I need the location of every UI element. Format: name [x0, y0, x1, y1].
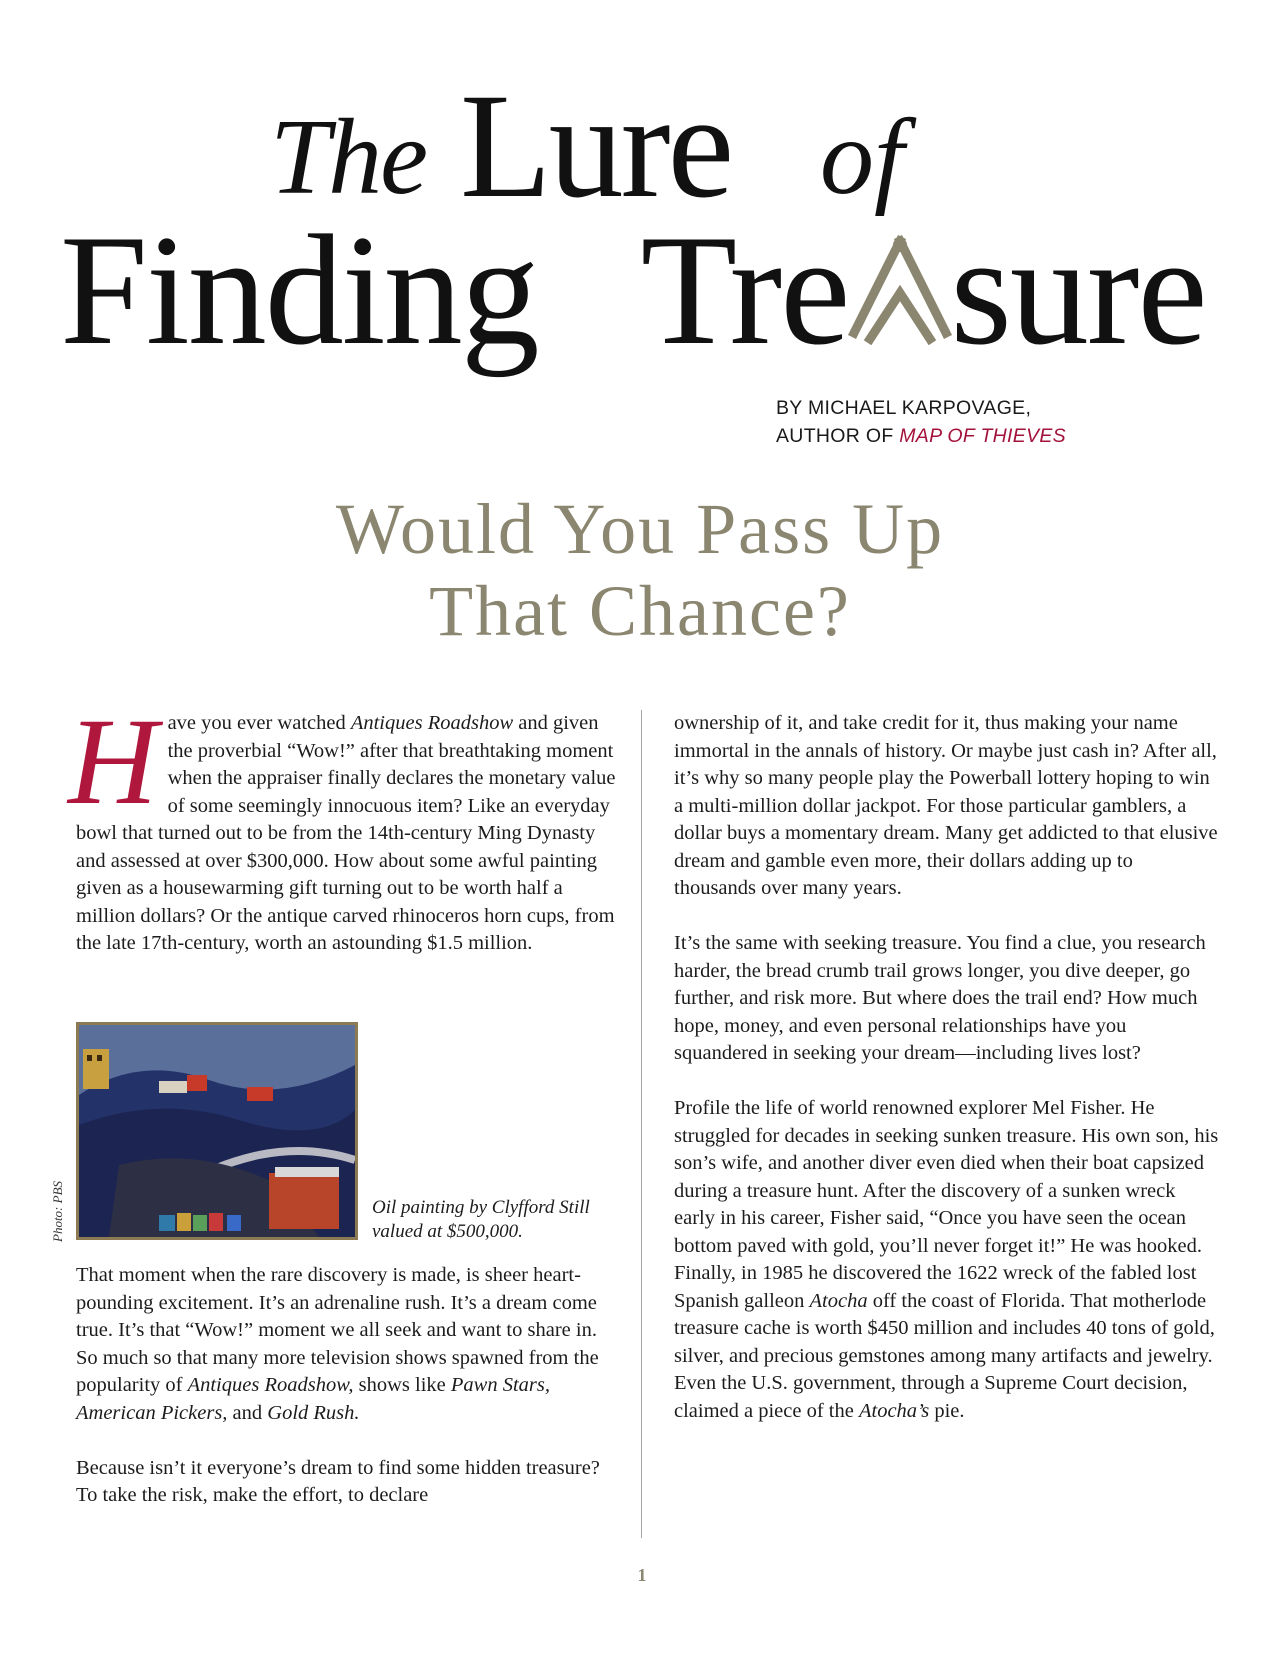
photo-credit: Photo: PBS	[50, 1180, 65, 1242]
subtitle	[200, 488, 1080, 652]
left-column-lower	[76, 1262, 621, 1510]
byline-author: BY MICHAEL KARPOVAGE,	[776, 397, 1032, 419]
caption-line-2: valued at $500,000.	[372, 1221, 523, 1242]
square-and-compasses-icon	[846, 233, 954, 345]
column-divider	[641, 710, 642, 1538]
left-paragraph-3: Because isn’t it everyone’s dream to find some hidden treasure? To take the risk, make the effort, to declare	[76, 1456, 600, 1506]
title-line-1	[270, 60, 1030, 229]
page-number: 1	[637, 1565, 647, 1585]
subtitle-line-2: That Chance?	[429, 571, 851, 651]
painting-image	[76, 1022, 358, 1240]
right-paragraph-3: Profile the life of world renowned explorer Mel Fisher. He struggled for decades in seeking sunken treasure. His own son, his son’s wife, and another diver even died when their boat capsized during a treasure hunt. After the discovery of a sunken wreck early in his career, Fisher said, “Once you have seen the ocean bottom paved with gold, you’ll never forget it!” He was hooked. Finally, in 1985 he discovered the 1622 wreck of the fabled lost Spanish galleon Atocha off the coast of Florida. That motherlode treasure cache is worth $450 million and includes 40 tons of gold, silver, and precious gemstones among many artifacts and jewelry. Even the U.S. government, through a Supreme Court decision, claimed a piece of the Atocha’s pie.	[674, 1097, 1219, 1422]
left-paragraph-1: Have you ever watched Antiques Roadshow and given the proverbial “Wow!” after that breathtaking moment when the appraiser finally declares the monetary value of some seemingly innocuous item? Like an everyday bowl that turned out to be from the 14th-century Ming Dynasty and assessed at over $300,000. How about some awful painting given as a housewarming gift turning out to be worth half a million dollars? Or the antique carved rhinoceros horn cups, from the late 17th-century, worth an astounding $1.5 million.	[68, 693, 616, 954]
byline-book-title: MAP OF THIEVES	[899, 425, 1066, 447]
byline	[776, 394, 1066, 450]
caption-line-1: Oil painting by Clyfford Still	[372, 1197, 590, 1218]
right-paragraph-1: ownership of it, and take credit for it, thus making your name immortal in the annals of history. Or maybe just cash in? After all, it’s why so many people play the Powerball lottery hoping to win a multi-million dollar jackpot. For those particular gamblers, a dollar buys a momentary dream. Many get addicted to that elusive dream and gamble even more, their dollars adding up to thousands over many years.	[674, 712, 1218, 899]
title-line-2	[60, 200, 1240, 378]
left-paragraph-2: That moment when the rare discovery is made, is sheer heart-pounding excitement. It’s an adrenaline rush. It’s a dream come true. It’s that “Wow!” moment we all seek and want to share in. So much so that many more television shows spawned from the popularity of Antiques Roadshow, shows like Pawn Stars, American Pickers, and Gold Rush.	[76, 1264, 599, 1424]
drop-cap: H	[68, 693, 158, 830]
byline-book-line	[776, 422, 1066, 450]
title-word-sure: sure	[950, 203, 1206, 378]
painting-illustration	[79, 1025, 355, 1237]
show-title: Antiques Roadshow	[350, 712, 514, 734]
left-column	[68, 693, 616, 958]
title-word-lure: Lure	[460, 63, 732, 229]
title-word-the: The	[270, 98, 426, 217]
byline-author-of: AUTHOR OF	[776, 425, 900, 447]
right-column	[674, 710, 1219, 1425]
right-paragraph-2: It’s the same with seeking treasure. You find a clue, you research harder, the bread crumb trail grows longer, you dive deeper, go further, and risk more. But where does the trail end? How much hope, money, and even personal relationships have you squandered in seeking your dream—including lives lost?	[674, 932, 1206, 1064]
subtitle-line-1: Would You Pass Up	[335, 489, 945, 569]
title-word-tre: Tre	[640, 203, 849, 378]
title-word-finding: Finding	[60, 203, 538, 378]
title-word-of: of	[820, 98, 905, 217]
figure-caption	[372, 1196, 622, 1244]
